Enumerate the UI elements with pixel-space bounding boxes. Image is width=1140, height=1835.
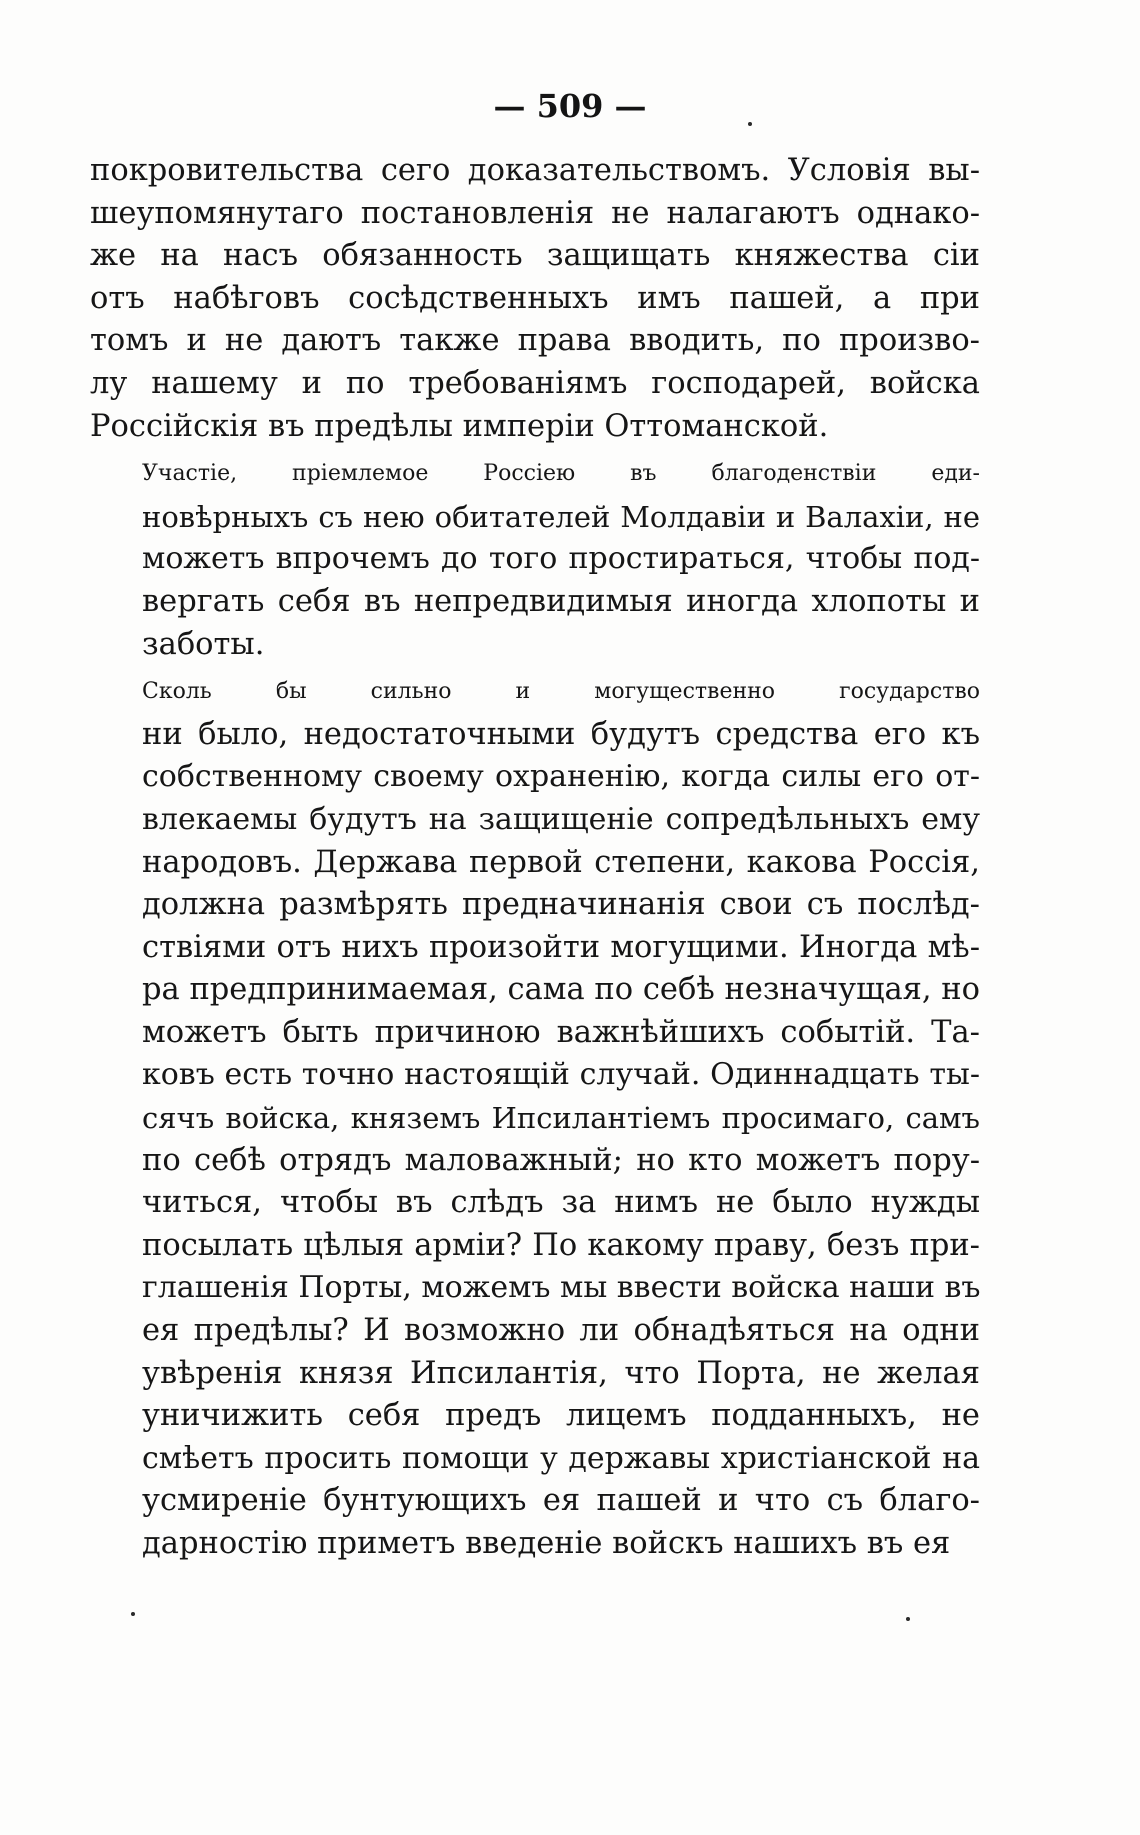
page-number: — 509 — [493,87,647,125]
paragraph-3 [90,671,980,1565]
text-line: Сколь бы сильно и могущественно государство [142,679,980,705]
text-line: отъ набѣговъ сосѣдственныхъ имъ пашей, а при [90,280,980,316]
scan-speck [131,1612,135,1616]
text-line: новѣрныхъ съ нею обитателей Молдавіи и Валахіи, не [142,499,980,534]
scan-speck [748,122,752,126]
text-line: увѣренія князя Ипсилантія, что Порта, не желая [142,1355,980,1391]
text-line: уничижить себя предъ лицемъ подданныхъ, не [142,1398,980,1434]
text-line: же на насъ обязанность защищать княжества сіи [90,238,980,274]
text-line: покровительства сего доказательствомъ. Условія вы- [90,153,980,188]
text-line: вергать себя въ непредвидимыя иногда хлопоты и [142,583,980,619]
text-line: ра предпринимаемая, сама по себѣ незначущая, но [142,972,980,1008]
scan-speck [906,1617,910,1621]
body-text [90,150,980,1571]
text-line: сячъ войска, княземъ Ипсилантіемъ просимаго, самъ [142,1101,980,1136]
text-line: Россійскія въ предѣлы имперіи Оттоманской. [90,408,829,444]
paragraph-2 [90,453,980,666]
paragraph-1 [90,150,980,448]
text-line: Участіе, пріемлемое Россіею въ благоденствіи еди- [142,461,980,487]
text-line: шеупомянутаго постановленія не налагаютъ однако- [90,195,980,231]
text-line: ковъ есть точно настоящій случай. Одиннадцать ты- [142,1057,980,1093]
text-line: смѣетъ просить помощи у державы христіанской на [142,1440,980,1476]
text-line: заботы. [142,626,265,662]
text-line: можетъ быть причиною важнѣйшихъ событій. Та- [142,1014,980,1050]
text-line: собственному своему охраненію, когда силы его от- [142,759,980,795]
text-line: можетъ впрочемъ до того простираться, чтобы под- [142,541,980,577]
text-line: усмиреніе бунтующихъ ея пашей и что съ благо- [142,1483,980,1519]
text-line: лу нашему и по требованіямъ господарей, войска [90,365,980,401]
text-line: влекаемы будутъ на защищеніе сопредѣльныхъ ему [142,801,980,837]
text-line: дарностію приметъ введеніе войскъ нашихъ въ ея [142,1526,951,1561]
text-line: по себѣ отрядъ маловажный; но кто можетъ пору- [142,1142,980,1178]
text-line: ея предѣлы? И возможно ли обнадѣяться на одни [142,1313,980,1349]
text-line: посылать цѣлыя арміи? По какому праву, безъ при- [142,1227,980,1263]
text-line: читься, чтобы въ слѣдъ за нимъ не было нужды [142,1185,980,1221]
text-line: глашенія Порты, можемъ мы ввести войска наши въ [142,1270,981,1306]
text-line: томъ и не даютъ также права вводить, по произво- [90,323,980,359]
text-line: ни было, недостаточными будутъ средства его къ [142,716,980,752]
text-line: народовъ. Держава первой степени, какова Россія, [142,844,980,880]
text-line: должна размѣрять предначинанія свои съ послѣд- [142,887,980,923]
text-line: ствіями отъ нихъ произойти могущими. Иногда мѣ- [142,929,980,965]
